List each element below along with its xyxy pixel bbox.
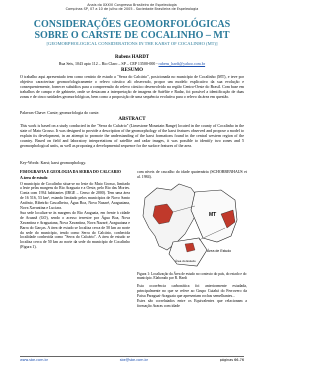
figure-caption: Figura 1: Localização da Área de estudo no contexto do país, do estado e do município. Elaborado por R. Hardt <box>137 272 247 281</box>
map-label-sede: Área do Estudo <box>175 259 196 263</box>
right-column-bottom <box>137 284 247 354</box>
address-text: Rua Seis, 1043 apto 112 – Rio Claro – SP – CEP 13500-000 - <box>58 61 158 66</box>
right-column-top <box>137 170 247 180</box>
page-footer <box>20 356 244 362</box>
right-paragraph-3: Estes são correlatados entre os Equivalentes que relacionam a formação Araras com idade <box>137 299 247 309</box>
left-paragraph-1: O município de Cocalinho situa-se no leste do Mato Grosso, limitado a leste pelas margens do Rio Araguaia e a Oeste, pelo Rio das Mortes. Conta com 1934 habitantes (IBGE – Censo de 2000). Tem uma área de 16 516, 53 km², estando limitado pelos municípios de Novo Santo Antônio, Ribeirão Cascalheira, Água Boa, Nova Nazaré, Araguaiana, Nova Xavantina e Luciara. <box>20 181 130 210</box>
right-paragraph-1: com níveis de cascalho do idade quaternária (SCHOBBENHAUS et al. 1984). <box>137 170 247 179</box>
right-paragraph-2: Esta ocorrência carbonática foi anteriormente estudada, principalmente no que se refere ao Grupo Cuiabá do Ferrovero da Faixa Paraguai-Araguaia que apresentam rochas semelhantes... <box>137 284 247 298</box>
header-line-1: Anais do XXXVI Congresso Brasileiro de Espeleologia <box>87 3 177 7</box>
author-name: Rubens HARDT <box>115 55 149 60</box>
resumo-heading: RESUMO <box>121 68 143 73</box>
palavras-chave: Palavras-Chave: Carste; geomorfologia do carste. <box>20 110 100 115</box>
author-address <box>20 61 244 66</box>
location-map <box>137 180 247 270</box>
section-heading: FISIOGRAFIA E GEOLOGIA DA SERRA DO CALCÁRIO <box>20 170 121 174</box>
paper-subtitle: [GEOMORPHOLOGICAL CONSIDERATIONS IN THE KARST OF COCALINHO (MT)] <box>46 41 218 46</box>
map-label-mt: MT <box>209 212 217 218</box>
abstract-text: This work is based on a study conducted in the "Serra do Calcário" (Limestone Mountain Range) located in the county of Cocalinho in the state of Mato Grosso. It was designed to provide a description of the geomorphology of the karst features observed and propose a model to explain its development, in an attempt to promote the understanding of the karst formations found in the central western region of the country. Based on field and laboratory interpretations of satellite and radar images, it was possible to identify two zones and 5 geomorphological units, as well as proposing a developmental sequence for the surface features of the area. <box>20 123 244 149</box>
footer-pages: páginas 66-76 <box>219 358 244 362</box>
running-header <box>0 3 264 11</box>
keywords: Key-Words: Karst; karst geomorphology. <box>20 160 87 165</box>
left-paragraph-2: Sua sede localiza-se às margens do Rio Araguaia, em frente à cidade de Aruanã (GO), sendo o acesso terrestre por Água Boa, Nova Xavantina e Araguaiana, Nova Xavantina, Nova Nazaré, Araguaiana e Barra do Garças. A área de estudo se localiza cerca de 50 km ao norte da sede do município, tendo como Serra do Calcário, conhecida localidade conhecida como "Serra do Calcário". A área de estudo se localiza cerca de 50 km ao norte da sede do município de Cocalinho (Figura 1). <box>20 211 130 249</box>
paper-title: CONSIDERAÇÕES GEOMORFOLÓGICAS SOBRE O CARSTE DE COCALINHO – MT <box>33 19 231 41</box>
author-email-link[interactable]: rubens_hardt@yahoo.com.br <box>158 61 206 66</box>
footer-website-link[interactable]: www.sbe.com.br <box>20 358 49 362</box>
subsection-heading: A área de estudo <box>20 175 48 180</box>
header-line-2: Campinas SP, 07 a 10 de julho de 2005 - Sociedade Brasileira de Espeleologia <box>65 7 199 11</box>
resumo-text: O trabalho aqui apresentado tem como cenário de estudo a "Serra do Calcário", posicionada no município de Cocalinho (MT), e teve por objetivo caracterizar geomorfologicamente o relevo cárstico ali observado, propor um modelo explicativo da sua evolução e consequentemente, fornecer subsídios para a compreensão do relevo cárstico desenvolvido na região Centro-Oeste do Brasil. Com base em trabalhos de campo e de gabinete, onde se destacam a interpretação de imagens de Satélite e Radar, foi possível a identificação de duas zonas e de cinco unidades geomorfológicas, bem como a proposição de uma sequência evolutiva para o relevo da área em questão. <box>20 74 244 100</box>
footer-email-link[interactable]: sbe@sbe.com.br <box>119 358 149 362</box>
left-column <box>20 170 130 354</box>
abstract-heading: ABSTRACT <box>118 117 146 122</box>
map-label-area: Área de Estudo <box>207 249 232 253</box>
